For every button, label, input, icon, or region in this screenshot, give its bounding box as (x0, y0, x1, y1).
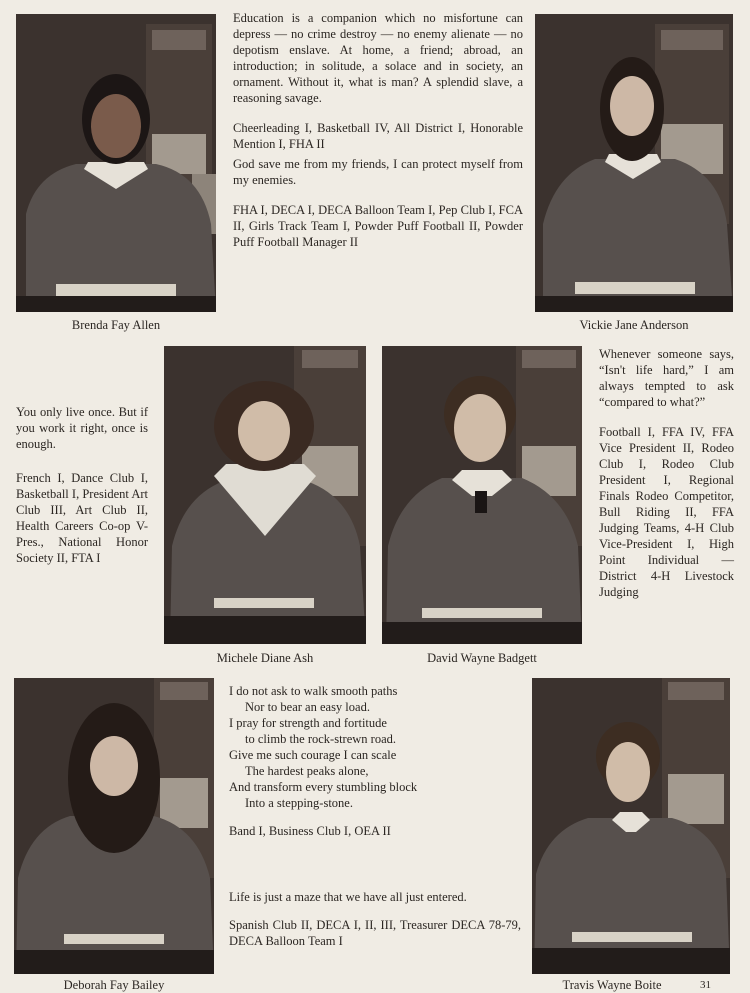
text-block-right (599, 346, 734, 608)
poem-line: I pray for strength and fortitude (229, 716, 387, 730)
poem-line: Give me such courage I can scale (229, 748, 397, 762)
quote: Education is a companion which no misfortune can depress — no crime destroy — no enemy alienate — no depotism enslave. At home, a friend; abroad, an introduction; in solitude, a solace and in society, an ornament. Without it, what is man? A splendid slave, a reasoning savage. (233, 11, 523, 105)
text-block-bottom (229, 683, 521, 957)
poem-line: Nor to bear an easy load. (245, 700, 370, 714)
poem-line: The hardest peaks alone, (245, 764, 369, 778)
student-name: Michele Diane Ash (216, 651, 314, 665)
poem-line: I do not ask to walk smooth paths (229, 684, 398, 698)
quote: God save me from my friends, I can protect myself from my enemies. (233, 157, 523, 187)
portrait-photo-vickie (535, 14, 733, 312)
portrait-photo-michele (164, 346, 366, 644)
poem-line: And transform every stumbling block (229, 780, 418, 794)
poem-line: Into a stepping-stone. (245, 796, 353, 810)
student-name: Deborah Fay Bailey (63, 978, 165, 992)
quote: Whenever someone says, “Isn't life hard,” I am always tempted to ask “compared to what?” (599, 347, 734, 409)
activities: Spanish Club II, DECA I, II, III, Treasurer DECA 78-79, DECA Balloon Team I (229, 918, 521, 948)
activities: Football I, FFA IV, FFA Vice President II, Rodeo Club I, Rodeo Club President I, Regional Finals Rodeo Competitor, Bull Riding II, FFA Judging Teams, 4-H Club Vice-President I, High Point Individual — District 4-H Livestock Judging (599, 425, 734, 599)
student-name: Vickie Jane Anderson (579, 318, 689, 332)
page-number: 31 (700, 979, 711, 991)
student-name: David Wayne Badgett (427, 651, 537, 665)
text-block-top (233, 10, 523, 258)
text-block-left (16, 404, 148, 574)
activities: French I, Dance Club I, Basketball I, President Art Club III, Art Club II, Health Careers Co-op V-Pres., National Honor Society II, FTA I (16, 471, 148, 565)
student-name: Travis Wayne Boite (562, 978, 662, 992)
poem (229, 683, 521, 811)
quote: You only live once. But if you work it right, once is enough. (16, 405, 148, 451)
activities: FHA I, DECA I, DECA Balloon Team I, Pep Club I, FCA II, Girls Track Team I, Powder Puff Football II, Powder Puff Football Manager II (233, 203, 523, 249)
portrait-photo-david (382, 346, 582, 644)
portrait-photo-deborah (14, 678, 214, 974)
quote: Life is just a maze that we have all just entered. (229, 890, 467, 904)
student-name: Brenda Fay Allen (71, 318, 161, 332)
portrait-photo-brenda (16, 14, 216, 312)
activities: Band I, Business Club I, OEA II (229, 824, 391, 838)
portrait-photo-travis (532, 678, 730, 974)
activities: Cheerleading I, Basketball IV, All District I, Honorable Mention I, FHA II (233, 121, 523, 151)
poem-line: to climb the rock-strewn road. (245, 732, 396, 746)
